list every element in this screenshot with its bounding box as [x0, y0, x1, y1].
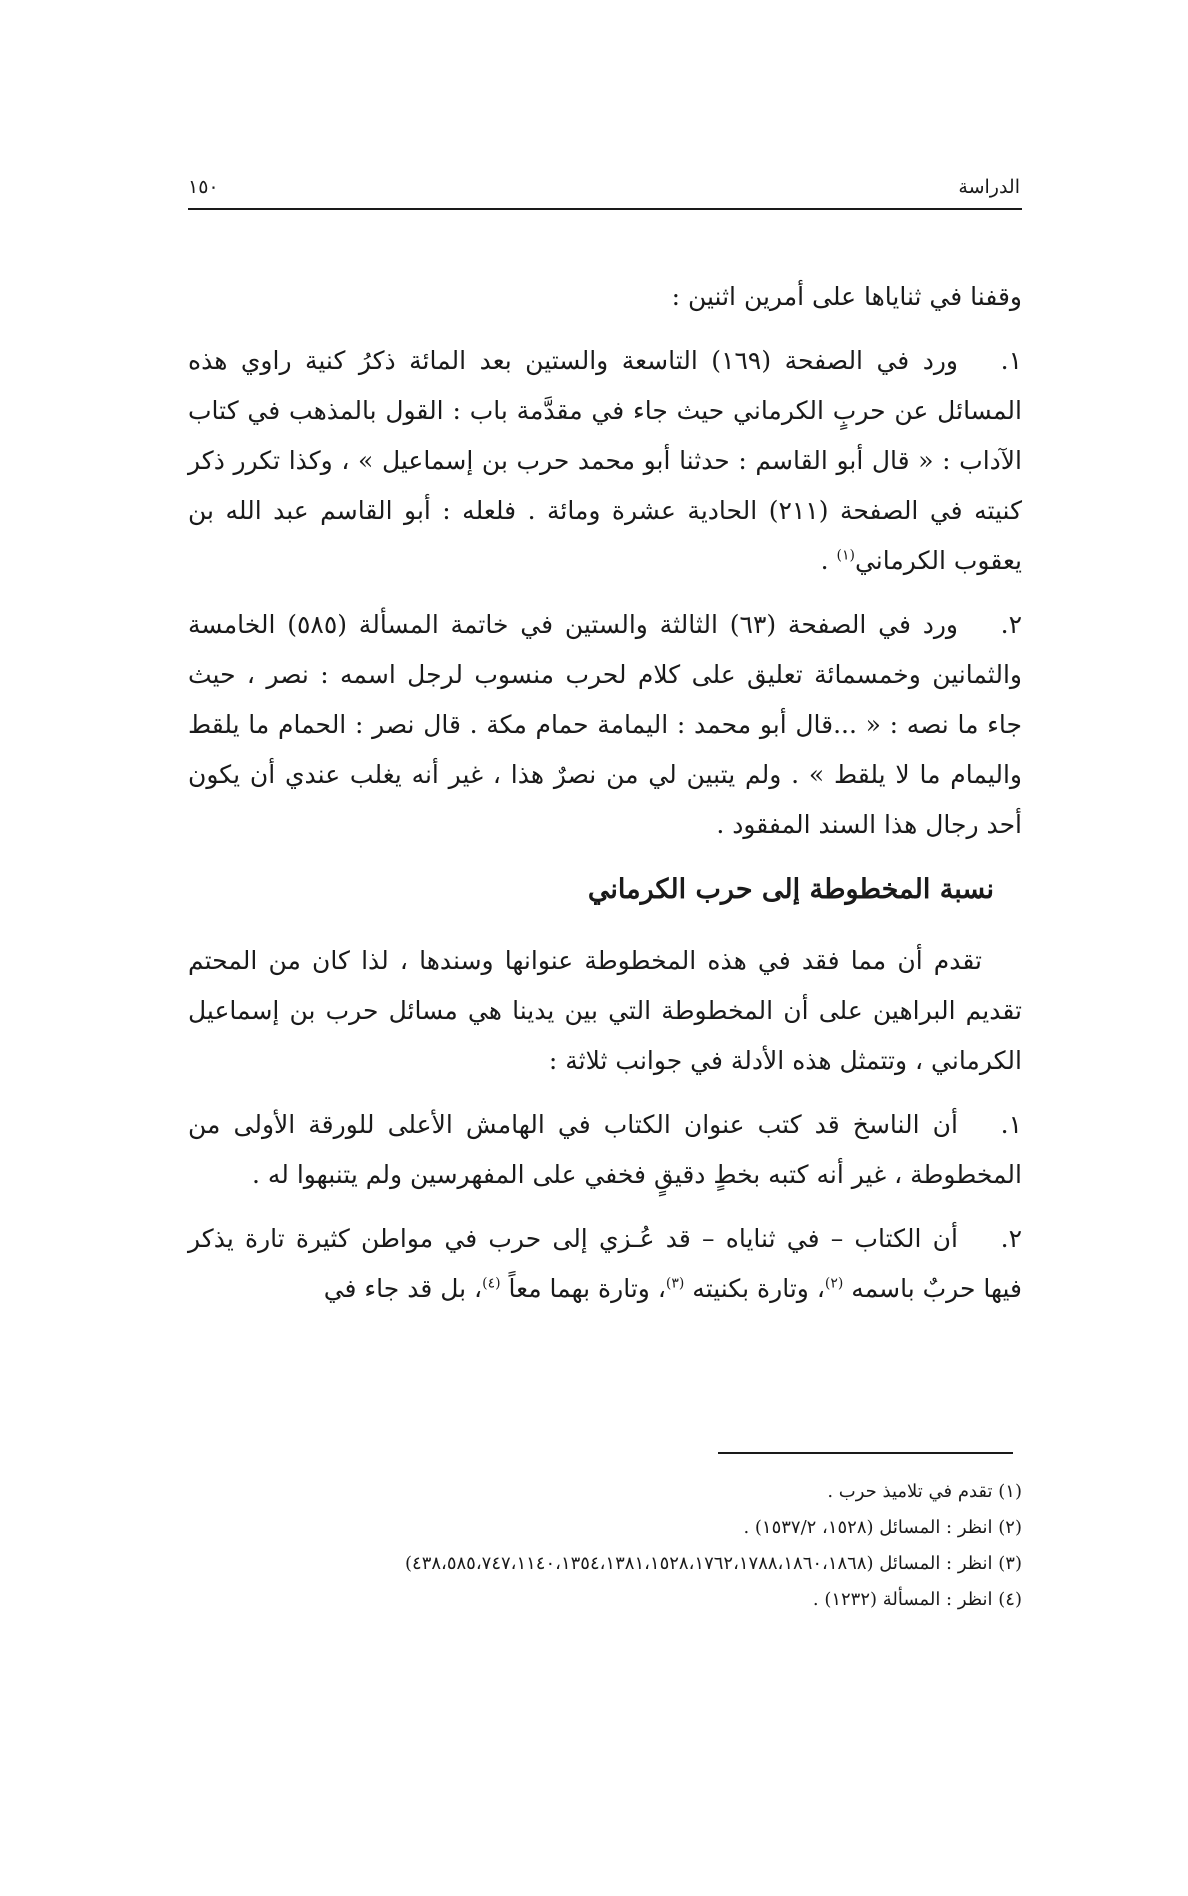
point-1	[188, 1100, 1022, 1200]
point-1-number: ١.	[1000, 1110, 1022, 1139]
header-rule	[188, 208, 1022, 210]
footnote-4: (٤) انظر : المسألة (١٢٣٢) .	[812, 1589, 1022, 1610]
footnote-ref-3: (٣)	[665, 1275, 685, 1292]
item-2-number: ٢.	[1000, 610, 1023, 639]
point-1-text: أن الناسخ قد كتب عنوان الكتاب في الهامش الأعلى للورقة الأولى من المخطوطة ، غير أنه كتبه بخطٍ دقيقٍ فخفي على المفهرسين ولم يتنبهوا له .	[188, 1110, 1022, 1189]
point-2-text-b: ، وتارة بكنيته	[684, 1274, 825, 1303]
section-heading: نسبة المخطوطة إلى حرب الكرماني	[587, 874, 994, 905]
intro-line: وقفنا في ثناياها على أمرين اثنين :	[671, 282, 1022, 311]
running-header	[188, 172, 1020, 212]
footnote-rule	[718, 1452, 1013, 1454]
item-1-text: ورد في الصفحة (١٦٩) التاسعة والستين بعد المائة ذكرُ كنية راوي هذه المسائل عن حربٍ الكرماني حيث جاء في مقدَّمة باب : القول بالمذهب في كتاب الآداب : « قال أبو القاسم : حدثنا أبو محمد حرب بن إسماعيل » ، وكذا تكرر ذكر كنيته في الصفحة (٢١١) الحادية عشرة ومائة . فلعله : أبو القاسم عبد الله بن يعقوب الكرماني	[188, 346, 1023, 575]
header-title: الدراسة	[958, 176, 1020, 198]
footnote-ref-2: (٢)	[824, 1275, 844, 1292]
footnote-1: (١) تقدم في تلاميذ حرب .	[827, 1481, 1022, 1502]
numbered-item-1	[188, 336, 1022, 586]
footnote-2: (٢) انظر : المسائل (١٥٢٨، ١٥٣٧/٢) .	[743, 1517, 1022, 1538]
body-text	[188, 272, 1022, 1328]
footnote-ref-4: (٤)	[482, 1275, 501, 1292]
point-2-text-a: أن الكتاب – في ثناياه – قد عُـزي إلى حرب في مواطن كثيرة تارة يذكر فيها حربٌ باسمه	[188, 1224, 1022, 1303]
numbered-item-2	[188, 600, 1022, 850]
point-2-text-c: ، وتارة بهما معاً	[500, 1274, 666, 1303]
page-number: ١٥٠	[188, 176, 219, 198]
footnote-3: (٣) انظر : المسائل (٤٣٨،٥٨٥،٧٤٧،١١٤٠،١٣٥٤،١٣٨١،١٥٢٨،١٧٦٢،١٧٨٨،١٨٦٠،١٨٦٨)	[405, 1553, 1022, 1574]
point-2-text-d: ، بل قد جاء في	[323, 1274, 483, 1303]
item-1-end: .	[820, 546, 837, 575]
footnote-ref-1: (١)	[836, 547, 855, 564]
item-1-number: ١.	[1000, 346, 1022, 375]
footnotes	[188, 1474, 1022, 1618]
item-2-text: ورد في الصفحة (٦٣) الثالثة والستين في خاتمة المسألة (٥٨٥) الخامسة والثمانين وخمسمائة تعليق على كلام لحرب منسوب لرجل اسمه : نصر ، حيث جاء ما نصه : « ...قال أبو محمد : اليمامة حمام مكة . قال نصر : الحمام ما يلقط واليمام ما لا يلقط » . ولم يتبين لي من نصرٌ هذا ، غير أنه يغلب عندي أن يكون أحد رجال هذا السند المفقود .	[188, 610, 1022, 839]
point-2-number: ٢.	[1000, 1224, 1022, 1253]
point-2	[188, 1214, 1022, 1314]
section-intro-paragraph: تقدم أن مما فقد في هذه المخطوطة عنوانها وسندها ، لذا كان من المحتم تقديم البراهين على أن المخطوطة التي بين يدينا هي مسائل حرب بن إسماعيل الكرماني ، وتتمثل هذه الأدلة في جوانب ثلاثة :	[188, 946, 1022, 1075]
